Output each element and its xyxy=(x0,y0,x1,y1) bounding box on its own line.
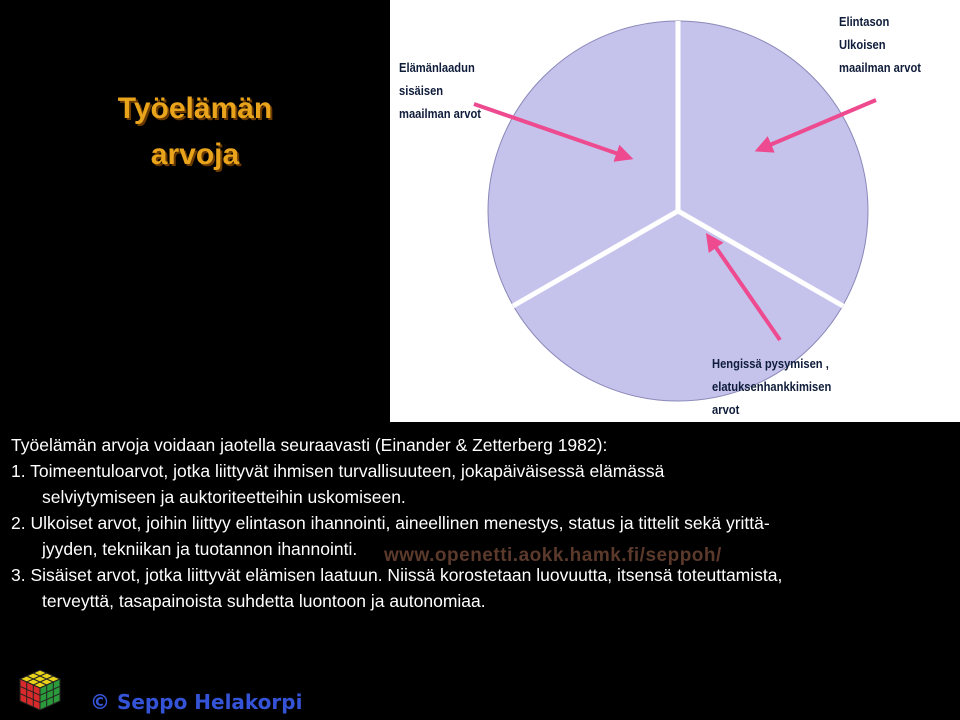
label-external-values: Elintason Ulkoisen maailman arvot xyxy=(839,14,922,75)
copyright-text: © Seppo Helakorpi xyxy=(90,690,303,714)
body-text xyxy=(11,432,956,614)
slide-title-line-1: Työelämän xyxy=(117,92,273,125)
label-internal-values: Elämänlaadun sisäisen maailman arvot xyxy=(399,60,482,121)
label-survival-values: Hengissä pysymisen , elatuksenhankkimisen arvot xyxy=(712,356,832,417)
slide-title-line-2: arvoja xyxy=(150,138,240,171)
values-pie-diagram xyxy=(390,0,960,422)
item-1-line-2: selviytymiseen ja auktoriteetteihin uskomiseen. xyxy=(42,487,406,507)
rubiks-cube-icon xyxy=(16,666,64,714)
intro-text: Työelämän arvoja voidaan jaotella seuraavasti (Einander & Zetterberg 1982): xyxy=(11,435,608,455)
item-1-line-1: 1. Toimeentuloarvot, jotka liittyvät ihmisen turvallisuuteen, jokapäiväisessä elämässä xyxy=(11,461,665,481)
item-3-line-2: terveyttä, tasapainoista suhdetta luontoon ja autonomiaa. xyxy=(42,591,486,611)
slide-title xyxy=(40,86,350,178)
footer xyxy=(0,660,960,720)
url-watermark: www.openetti.aokk.hamk.fi/seppoh/ xyxy=(384,545,722,566)
title-panel xyxy=(0,0,390,422)
item-3-line-1: 3. Sisäiset arvot, jotka liittyvät elämisen laatuun. Niissä korostetaan luovuutta, itsensä toteuttamista, xyxy=(11,565,783,585)
item-2-line-2: jyyden, tekniikan ja tuotannon ihannointi. xyxy=(42,539,358,559)
item-2-line-1: 2. Ulkoiset arvot, joihin liittyy elintason ihannointi, aineellinen menestys, status ja tittelit sekä yrittä- xyxy=(11,513,770,533)
